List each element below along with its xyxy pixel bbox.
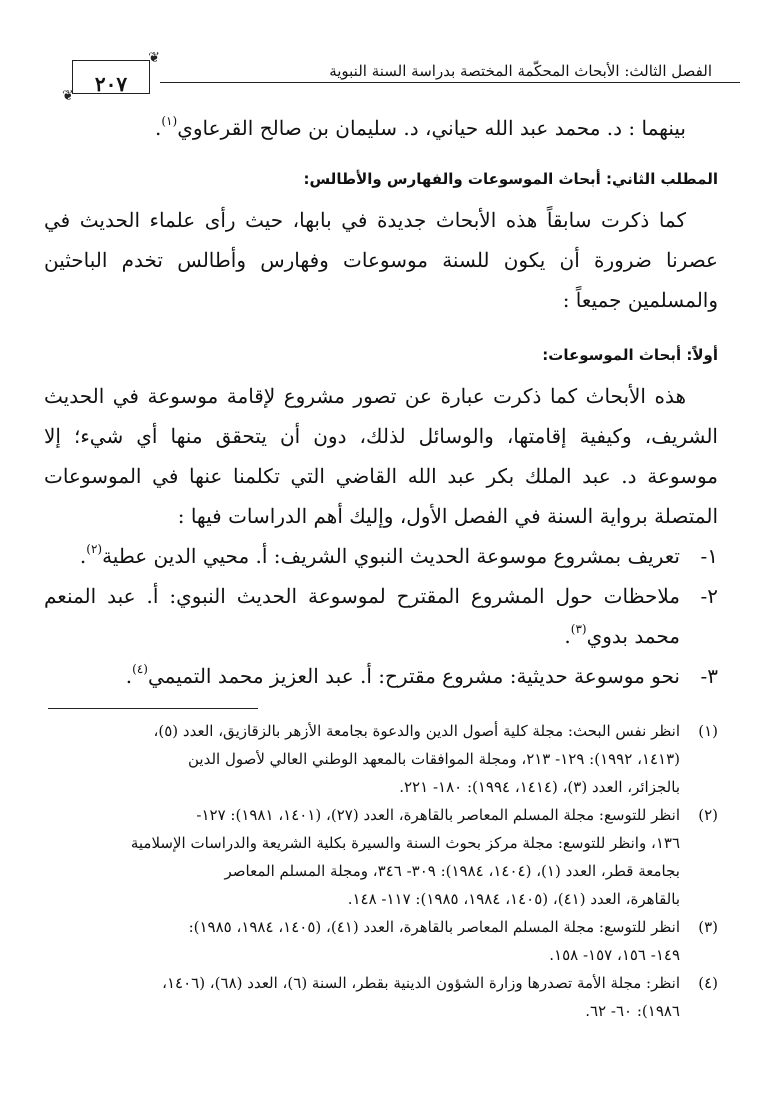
paragraph-line: والمسلمين جميعاً :	[562, 288, 718, 312]
paragraph-line: كما ذكرت سابقاً هذه الأبحاث جديدة في بابها، حيث رأى علماء الحديث في	[44, 208, 686, 232]
paragraph-line: عصرنا ضرورة أن يكون للسنة موسوعات وفهارس وأطالس تخدم الباحثين	[44, 248, 718, 272]
page-number-box	[60, 50, 162, 104]
paragraph-line: الشريف، وكيفية إقامتها، والوسائل لذلك، دون أن يتحقق منها أي شيء؛ إلا	[44, 424, 718, 448]
page-header	[22, 38, 740, 104]
ornament-icon: ❦	[148, 50, 160, 66]
section-heading: المطلب الثاني: أبحاث الموسوعات والفهارس والأطالس:	[303, 170, 718, 188]
footnote: (١) انظر نفس البحث: مجلة كلية أصول الدين والدعوة بجامعة الأزهر بالزقازيق، العدد (٥)، (١٤١٣، ١٩٩٢): ١٢٩- ٢١٣، ومجلة الموافقات بالمعهد الوطني العالي لأصول الدين بالجزائر، العدد (٣)، (١٤١٤، ١٩٩٤): ١٨٠- ٢٢١.	[153, 722, 718, 796]
footnote: (٤) انظر: مجلة الأمة تصدرها وزارة الشؤون الدينية بقطر، السنة (٦)، العدد (٦٨)، (١٤٠٦، ١٩٨٦): ٦٠- ٦٢.	[162, 974, 718, 1020]
list-item-continuation: محمد بدوي$^{(٣)}$.	[564, 622, 680, 648]
list-item: ٣- نحو موسوعة حديثية: مشروع مقترح: أ. عبد العزيز محمد التميمي$^{(٤)}$.	[125, 662, 718, 688]
footnote: (٢) انظر للتوسع: مجلة المسلم المعاصر بالقاهرة، العدد (٢٧)، (١٤٠١، ١٩٨١): ١٢٧- ١٣٦، وانظر للتوسع: مجلة مركز بحوث السنة والسيرة بكلية الشريعة والدراسات الإسلامية بجامعة قطر، العدد (١)، (١٤٠٤، ١٩٨٤): ٣٠٩- ٣٤٦، ومجلة المسلم المعاصر بالقاهرة، العدد (٤١)، (١٤٠٥، ١٩٨٤، ١٩٨٥): ١١٧- ١٤٨.	[130, 806, 718, 908]
chapter-title: الفصل الثالث: الأبحاث المحكّمة المختصة بدراسة السنة النبوية	[329, 62, 712, 80]
paragraph-line: هذه الأبحاث كما ذكرت عبارة عن تصور مشروع لإقامة موسوعة في الحديث	[44, 384, 686, 408]
ornament-icon: ❦	[62, 88, 74, 104]
subsection-heading: أولاً: أبحاث الموسوعات:	[542, 346, 718, 364]
page-number: ٢٠٧	[94, 72, 128, 96]
footnote-ref: (٣)	[570, 622, 587, 636]
header-rule	[160, 82, 740, 83]
paragraph-line: المتصلة برواية السنة في الفصل الأول، وإليك أهم الدراسات فيها :	[177, 504, 718, 528]
list-item: ٢- ملاحظات حول المشروع المقترح لموسوعة الحديث النبوي: أ. عبد المنعم	[44, 584, 718, 608]
paragraph-line: موسوعة د. عبد الملك بكر عبد الله القاضي التي تكلمنا عنها في الموسوعات	[44, 464, 718, 488]
footnote-ref: (١)	[161, 114, 178, 128]
footnote-ref: (٤)	[132, 662, 148, 676]
footnote: (٣) انظر للتوسع: مجلة المسلم المعاصر بالقاهرة، العدد (٤١)، (١٤٠٥، ١٩٨٤، ١٩٨٥): ١٤٩- ١٥٦، ١٥٧- ١٥٨.	[188, 918, 718, 964]
footnote-separator	[48, 708, 258, 709]
intro-line: بينهما : د. محمد عبد الله حياني، د. سليمان بن صالح القرعاوي$^{(١)}$.	[155, 114, 686, 140]
footnote-ref: (٢)	[86, 542, 103, 556]
list-item: ١- تعريف بمشروع موسوعة الحديث النبوي الشريف: أ. محيي الدين عطية$^{(٢)}$.	[79, 542, 718, 568]
page-body	[44, 108, 718, 1025]
